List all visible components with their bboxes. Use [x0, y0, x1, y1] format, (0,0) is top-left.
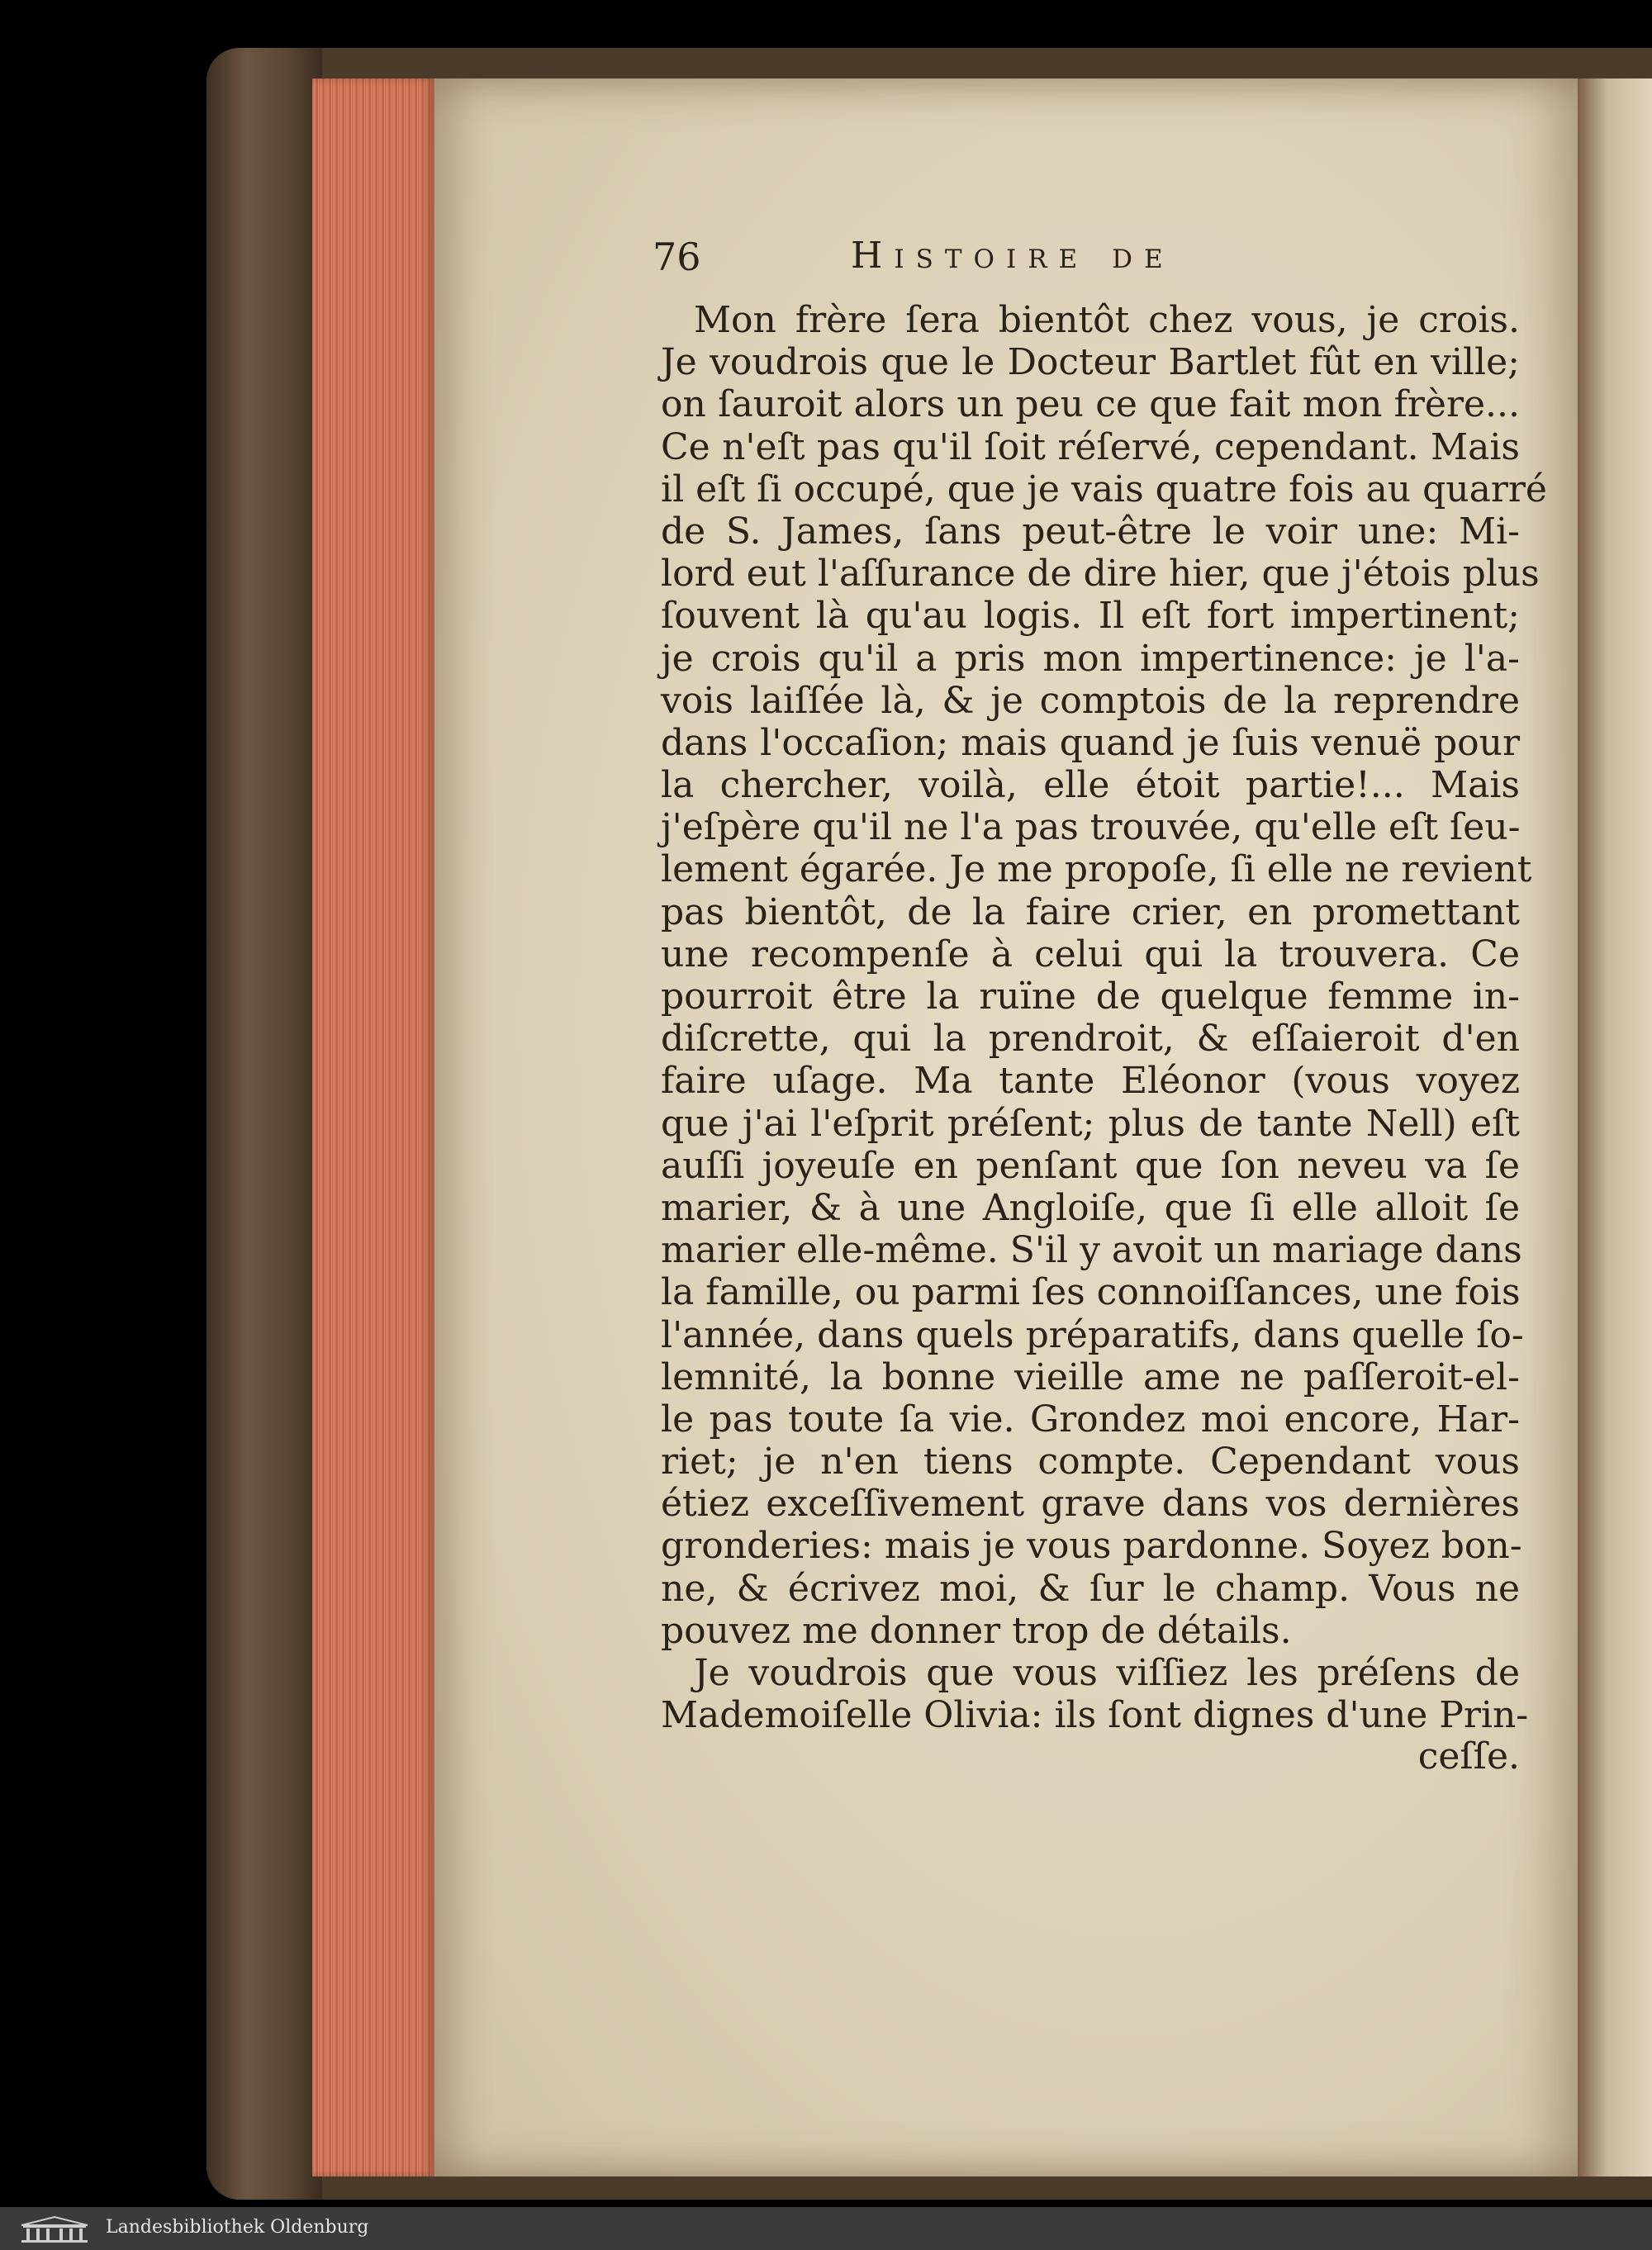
text-line: j'eſpère qu'il ne l'a pas trouvée, qu'elle eſt ſeu- — [661, 806, 1521, 849]
text-line: que j'ai l'eſprit préſent; plus de tante Nell) eſt — [661, 1102, 1520, 1145]
text-line: marier elle-même. S'il y avoit un mariage dans — [661, 1229, 1522, 1272]
text-line: le pas toute ſa vie. Grondez moi encore, Har- — [661, 1398, 1520, 1441]
text-line: l'année, dans quels préparatifs, dans quelle ſo- — [661, 1313, 1524, 1356]
text-line: Je voudrois que vous viſſiez les préſens de — [694, 1652, 1520, 1694]
text-line: diſcrette, qui la prendroit, & eſſaieroit d'en — [661, 1018, 1520, 1061]
text-line: lemnité, la bonne vieille ame ne paſſeroit-el- — [661, 1355, 1520, 1398]
text-line: lement égarée. Je me propoſe, ſi elle ne revient — [661, 848, 1532, 891]
page-text-block — [653, 235, 1547, 1778]
text-line: Je voudrois que le Docteur Bartlet fût en ville; — [661, 341, 1520, 384]
text-line: faire uſage. Ma tante Eléonor (vous voyez — [661, 1060, 1520, 1103]
text-line: ſouvent là qu'au logis. Il eſt fort impertinent; — [661, 595, 1520, 638]
facing-page-gutter — [1578, 78, 1652, 2176]
text-line: vois laiſſée là, & je comptois de la reprendre — [661, 679, 1520, 722]
text-line: on ſauroit alors un peu ce que fait mon frère... — [661, 383, 1520, 426]
text-line: de S. James, ſans peut-être le voir une: Mi- — [661, 510, 1520, 553]
running-head — [653, 235, 1520, 292]
text-line: une recompenſe à celui qui la trouvera. Ce — [661, 933, 1520, 975]
text-line: la famille, ou parmi ſes connoiſſances, une fois — [661, 1271, 1521, 1314]
text-line: Mon frère ſera bientôt chez vous, je crois. — [694, 299, 1520, 341]
running-title: Histoire de — [851, 235, 1175, 277]
text-line: riet; je n'en tiens compte. Cependant vous — [661, 1441, 1520, 1483]
text-line: lord eut l'aſſurance de dire hier, que j'étois plus — [661, 553, 1540, 596]
text-line: pouvez me donner trop de détails. — [661, 1609, 1292, 1652]
body-text — [661, 299, 1547, 1737]
page-edges — [312, 78, 434, 2176]
text-line: pas bientôt, de la faire crier, en promettant — [661, 890, 1520, 933]
text-line: auſſi joyeuſe en penſant que ſon neveu va ſe — [661, 1144, 1520, 1187]
text-line: pourroit être la ruïne de quelque femme in- — [661, 975, 1520, 1018]
text-line: il eſt ſi occupé, que je vais quatre fois au quarré — [661, 468, 1547, 510]
text-line: la chercher, voilà, elle étoit partie!... Mais — [661, 764, 1520, 807]
viewer-footer — [0, 2207, 1652, 2250]
text-line: Mademoiſelle Olivia: ils ſont dignes d'une Prin- — [661, 1694, 1529, 1737]
text-line: Ce n'eſt pas qu'il ſoit réſervé, cependant. Mais — [661, 425, 1520, 468]
page-number: 76 — [653, 235, 701, 279]
catchword: ceſſe. — [1417, 1735, 1520, 1778]
text-line: je crois qu'il a pris mon impertinence: je l'a- — [661, 637, 1520, 680]
text-line: étiez exceſſivement grave dans vos dernières — [661, 1483, 1520, 1526]
text-line: gronderies: mais je vous pardonne. Soyez bon- — [661, 1525, 1522, 1568]
text-line: dans l'occaſion; mais quand je ſuis venuë pour — [661, 721, 1520, 764]
library-name: Landesbibliothek Oldenburg — [106, 2217, 369, 2238]
leather-cover-edge — [206, 48, 322, 2200]
text-line: marier, & à une Angloiſe, que ſi elle alloit ſe — [661, 1186, 1520, 1229]
text-line: ne, & écrivez moi, & ſur le champ. Vous ne — [661, 1567, 1520, 1610]
library-building-icon — [15, 2215, 94, 2243]
